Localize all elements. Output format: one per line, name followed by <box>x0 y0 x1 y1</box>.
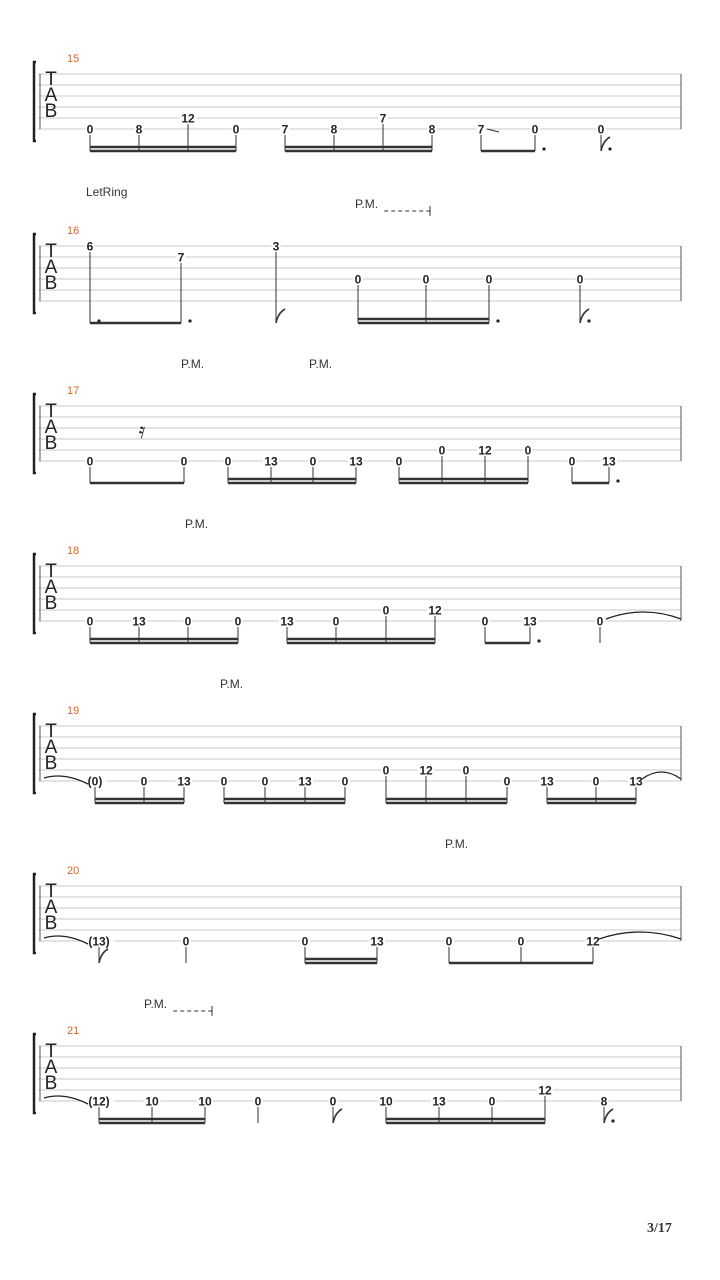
measure-number: 19 <box>67 705 80 717</box>
tab-clef-letter: B <box>44 753 58 774</box>
measure-number: 17 <box>67 385 80 397</box>
fret-number: 0 <box>309 454 317 469</box>
fret-number: 12 <box>419 763 433 778</box>
tie-arc <box>44 936 88 944</box>
fret-number: 12 <box>586 934 600 949</box>
fret-number: 0 <box>86 614 94 629</box>
tab-clef-letter: A <box>44 1057 58 1078</box>
measure-number: 20 <box>67 865 80 877</box>
fret-number: 13 <box>264 454 278 469</box>
fret-number: 7 <box>177 250 185 265</box>
fret-number: 13 <box>132 614 146 629</box>
palm-mute-label: P.M. <box>220 677 244 691</box>
system-bracket <box>34 394 36 473</box>
fret-number: 8 <box>330 122 338 137</box>
fret-number: 0 <box>301 934 309 949</box>
rest-symbol: 𝄿 <box>138 419 146 444</box>
rhythm-dot <box>608 147 611 150</box>
fret-number: 0 <box>86 122 94 137</box>
fret-number: 0 <box>220 774 228 789</box>
rhythm-dot <box>188 319 191 322</box>
fret-number: 7 <box>281 122 289 137</box>
fret-number: 10 <box>379 1094 393 1109</box>
fret-number: 0 <box>329 1094 337 1109</box>
rhythm-dot <box>97 319 100 322</box>
fret-number: 13 <box>523 614 537 629</box>
tie-arc <box>599 932 681 939</box>
fret-number: 0 <box>503 774 511 789</box>
fret-number: 0 <box>261 774 269 789</box>
tab-clef-letter: B <box>44 101 58 122</box>
rhythm-dot <box>616 479 619 482</box>
fret-number: (13) <box>88 934 110 949</box>
tab-clef-letter: A <box>44 577 58 598</box>
palm-mute-label: P.M. <box>144 997 168 1011</box>
fret-number: (0) <box>87 774 103 789</box>
fret-number: 0 <box>422 272 430 287</box>
fret-number: (12) <box>88 1094 110 1109</box>
fret-number: 12 <box>478 443 492 458</box>
page-number: 3/17 <box>647 1221 672 1236</box>
measure-number: 18 <box>67 545 80 557</box>
rhythm-dot <box>611 1119 614 1122</box>
palm-mute-label: P.M. <box>181 357 205 371</box>
tab-clef-letter: A <box>44 257 58 278</box>
fret-number: 0 <box>597 122 605 137</box>
fret-number: 13 <box>177 774 191 789</box>
fret-number: 13 <box>540 774 554 789</box>
tab-clef-letter: T <box>45 69 57 90</box>
fret-number: 0 <box>596 614 604 629</box>
palm-mute-label: P.M. <box>309 357 333 371</box>
fret-number: 0 <box>395 454 403 469</box>
rhythm-dot <box>537 639 540 642</box>
tab-system <box>34 517 681 643</box>
tab-clef-letter: T <box>45 881 57 902</box>
fret-number: 0 <box>438 443 446 458</box>
tie-arc <box>606 612 681 619</box>
fret-number: 13 <box>602 454 616 469</box>
fret-number: 0 <box>341 774 349 789</box>
fret-number: 0 <box>182 934 190 949</box>
fret-number: 0 <box>184 614 192 629</box>
fret-number: 0 <box>592 774 600 789</box>
tab-clef-letter: B <box>44 433 58 454</box>
tab-system <box>34 357 681 483</box>
tab-clef-letter: T <box>45 561 57 582</box>
fret-number: 0 <box>234 614 242 629</box>
fret-number: 13 <box>298 774 312 789</box>
note-flag <box>276 309 285 323</box>
fret-number: 0 <box>462 763 470 778</box>
system-bracket <box>34 874 36 953</box>
fret-number: 0 <box>445 934 453 949</box>
tab-system <box>34 185 681 323</box>
fret-number: 0 <box>354 272 362 287</box>
fret-number: 0 <box>568 454 576 469</box>
fret-number: 0 <box>382 763 390 778</box>
system-bracket <box>34 1034 36 1113</box>
note-flag <box>333 1109 342 1123</box>
tab-clef-letter: A <box>44 737 58 758</box>
palm-mute-label: P.M. <box>355 197 379 211</box>
fret-number: 0 <box>86 454 94 469</box>
tab-clef-letter: B <box>44 1073 58 1094</box>
tie-arc <box>44 776 88 784</box>
fret-number: 0 <box>531 122 539 137</box>
tab-clef-letter: A <box>44 85 58 106</box>
fret-number: 7 <box>379 111 387 126</box>
tab-system <box>34 997 681 1123</box>
measure-number: 21 <box>67 1025 80 1037</box>
fret-number: 0 <box>140 774 148 789</box>
fret-number: 0 <box>224 454 232 469</box>
fret-number: 0 <box>254 1094 262 1109</box>
fret-number: 0 <box>382 603 390 618</box>
tie-arc <box>44 1096 88 1104</box>
fret-number: 0 <box>517 934 525 949</box>
fret-number: 10 <box>145 1094 159 1109</box>
fret-number: 12 <box>428 603 442 618</box>
fret-number: 10 <box>198 1094 212 1109</box>
fret-number: 0 <box>576 272 584 287</box>
tab-clef-letter: B <box>44 273 58 294</box>
rhythm-dot <box>542 147 545 150</box>
system-bracket <box>34 714 36 793</box>
fret-number: 0 <box>524 443 532 458</box>
measure-number: 16 <box>67 225 80 237</box>
tab-clef-letter: T <box>45 721 57 742</box>
fret-number: 13 <box>349 454 363 469</box>
fret-number: 0 <box>485 272 493 287</box>
fret-number: 12 <box>538 1083 552 1098</box>
system-bracket <box>34 234 36 313</box>
fret-number: 13 <box>370 934 384 949</box>
tab-clef-letter: T <box>45 1041 57 1062</box>
tab-clef-letter: T <box>45 401 57 422</box>
fret-number: 0 <box>488 1094 496 1109</box>
fret-number: 0 <box>180 454 188 469</box>
fret-number: 13 <box>629 774 643 789</box>
tab-system <box>34 837 681 963</box>
fret-number: 0 <box>481 614 489 629</box>
palm-mute-label: P.M. <box>185 517 209 531</box>
fret-number: 8 <box>600 1094 608 1109</box>
let-ring-label: LetRing <box>86 185 128 199</box>
fret-number: 0 <box>332 614 340 629</box>
fret-number: 8 <box>428 122 436 137</box>
tab-clef-letter: T <box>45 241 57 262</box>
fret-number: 13 <box>280 614 294 629</box>
system-bracket <box>34 62 36 141</box>
tab-clef-letter: B <box>44 913 58 934</box>
tab-system <box>34 53 681 151</box>
fret-number: 0 <box>232 122 240 137</box>
palm-mute-label: P.M. <box>445 837 469 851</box>
fret-number: 6 <box>86 239 94 254</box>
rhythm-dot <box>496 319 499 322</box>
system-bracket <box>34 554 36 633</box>
tab-clef-letter: A <box>44 417 58 438</box>
tab-system <box>34 677 681 803</box>
fret-number: 13 <box>432 1094 446 1109</box>
fret-number: 8 <box>135 122 143 137</box>
tab-clef-letter: B <box>44 593 58 614</box>
tie-arc <box>642 772 681 779</box>
fret-number: 7 <box>477 122 485 137</box>
note-flag <box>99 949 108 963</box>
fret-number: 3 <box>272 239 280 254</box>
rhythm-dot <box>587 319 590 322</box>
fret-number: 12 <box>181 111 195 126</box>
measure-number: 15 <box>67 53 80 65</box>
tab-clef-letter: A <box>44 897 58 918</box>
